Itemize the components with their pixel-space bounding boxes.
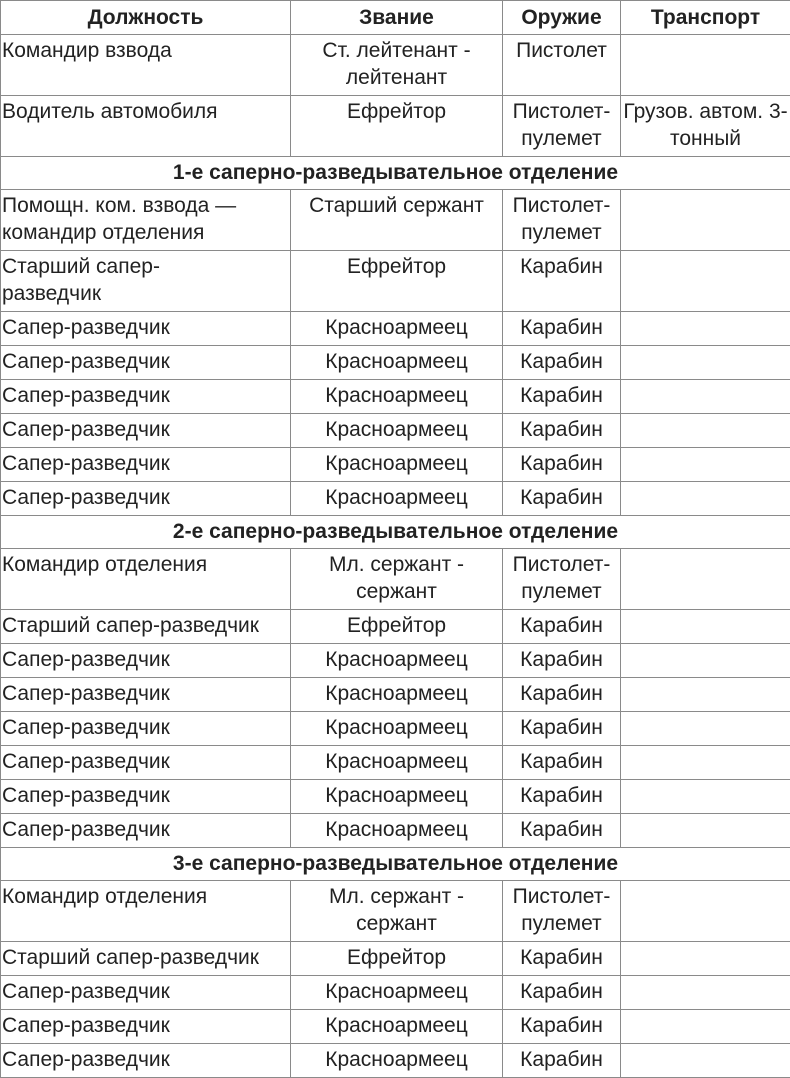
table-body bbox=[1, 35, 790, 1078]
cell-position: Старший сапер-разведчик bbox=[1, 610, 291, 644]
cell-transport bbox=[621, 251, 790, 312]
cell-position: Сапер-разведчик bbox=[1, 1010, 291, 1044]
cell-position: Сапер-разведчик bbox=[1, 482, 291, 516]
cell-transport bbox=[621, 312, 790, 346]
cell-transport bbox=[621, 549, 790, 610]
cell-position: Сапер-разведчик bbox=[1, 712, 291, 746]
cell-weapon: Карабин bbox=[503, 1044, 621, 1078]
cell-position: Сапер-разведчик bbox=[1, 414, 291, 448]
cell-transport bbox=[621, 610, 790, 644]
cell-rank: Красноармеец bbox=[291, 780, 503, 814]
cell-position: Сапер-разведчик bbox=[1, 1044, 291, 1078]
cell-rank: Ефрейтор bbox=[291, 251, 503, 312]
table-row bbox=[1, 312, 790, 346]
cell-rank: Красноармеец bbox=[291, 482, 503, 516]
cell-transport bbox=[621, 448, 790, 482]
cell-rank: Красноармеец bbox=[291, 678, 503, 712]
cell-transport bbox=[621, 976, 790, 1010]
cell-weapon: Карабин bbox=[503, 610, 621, 644]
cell-rank: Красноармеец bbox=[291, 746, 503, 780]
cell-weapon: Пистолет-пулемет bbox=[503, 881, 621, 942]
header-weapon: Оружие bbox=[503, 1, 621, 35]
table-row bbox=[1, 251, 790, 312]
table-row bbox=[1, 976, 790, 1010]
cell-position: Сапер-разведчик bbox=[1, 780, 291, 814]
cell-rank bbox=[291, 549, 503, 610]
table-row bbox=[1, 482, 790, 516]
cell-weapon: Карабин bbox=[503, 678, 621, 712]
cell-weapon: Пистолет-пулемет bbox=[503, 549, 621, 610]
cell-rank: Красноармеец bbox=[291, 380, 503, 414]
cell-position: Старший сапер-разведчик bbox=[1, 942, 291, 976]
cell-transport bbox=[621, 814, 790, 848]
cell-transport bbox=[621, 1010, 790, 1044]
table-row bbox=[1, 380, 790, 414]
cell-weapon: Карабин bbox=[503, 746, 621, 780]
cell-rank: Ефрейтор bbox=[291, 96, 503, 157]
cell-position: Водитель автомобиля bbox=[1, 96, 291, 157]
cell-transport bbox=[621, 380, 790, 414]
section-header-row bbox=[1, 516, 790, 549]
cell-position: Сапер-разведчик bbox=[1, 644, 291, 678]
cell-position: Сапер-разведчик bbox=[1, 346, 291, 380]
cell-rank: Красноармеец bbox=[291, 414, 503, 448]
cell-position: Сапер-разведчик bbox=[1, 678, 291, 712]
cell-rank: Красноармеец bbox=[291, 976, 503, 1010]
cell-text: Мл. сержант - сержант bbox=[317, 883, 477, 937]
cell-position: Командир отделения bbox=[1, 549, 291, 610]
table-row bbox=[1, 96, 790, 157]
cell-rank: Ефрейтор bbox=[291, 610, 503, 644]
cell-rank: Ефрейтор bbox=[291, 942, 503, 976]
cell-transport bbox=[621, 35, 790, 96]
cell-weapon: Карабин bbox=[503, 251, 621, 312]
cell-transport: Грузов. автом. 3-тонный bbox=[621, 96, 790, 157]
cell-weapon: Карабин bbox=[503, 448, 621, 482]
table-row bbox=[1, 190, 790, 251]
cell-position: Сапер-разведчик bbox=[1, 814, 291, 848]
header-rank: Звание bbox=[291, 1, 503, 35]
table-row bbox=[1, 881, 790, 942]
cell-rank: Ст. лейтенант - лейтенант bbox=[291, 35, 503, 96]
cell-rank: Красноармеец bbox=[291, 712, 503, 746]
table-row bbox=[1, 644, 790, 678]
cell-rank: Красноармеец bbox=[291, 312, 503, 346]
cell-transport bbox=[621, 644, 790, 678]
cell-weapon: Карабин bbox=[503, 312, 621, 346]
cell-weapon: Карабин bbox=[503, 482, 621, 516]
table-row bbox=[1, 814, 790, 848]
header-row bbox=[1, 1, 790, 35]
cell-position: Сапер-разведчик bbox=[1, 746, 291, 780]
cell-position: Сапер-разведчик bbox=[1, 312, 291, 346]
table-row bbox=[1, 610, 790, 644]
cell-transport bbox=[621, 482, 790, 516]
cell-transport bbox=[621, 190, 790, 251]
header-transport: Транспорт bbox=[621, 1, 790, 35]
cell-position: Сапер-разведчик bbox=[1, 380, 291, 414]
cell-weapon: Карабин bbox=[503, 414, 621, 448]
cell-rank: Красноармеец bbox=[291, 1010, 503, 1044]
table-row bbox=[1, 942, 790, 976]
table-row bbox=[1, 678, 790, 712]
cell-weapon: Карабин bbox=[503, 814, 621, 848]
cell-weapon: Карабин bbox=[503, 976, 621, 1010]
table-row bbox=[1, 1044, 790, 1078]
cell-position: Командир взвода bbox=[1, 35, 291, 96]
cell-weapon: Пистолет-пулемет bbox=[503, 96, 621, 157]
cell-rank bbox=[291, 881, 503, 942]
cell-weapon: Пистолет bbox=[503, 35, 621, 96]
cell-rank: Красноармеец bbox=[291, 644, 503, 678]
cell-transport bbox=[621, 1044, 790, 1078]
cell-weapon: Карабин bbox=[503, 380, 621, 414]
cell-transport bbox=[621, 678, 790, 712]
cell-weapon: Карабин bbox=[503, 346, 621, 380]
cell-transport bbox=[621, 414, 790, 448]
cell-weapon: Пистолет-пулемет bbox=[503, 190, 621, 251]
cell-position: Командир отделения bbox=[1, 881, 291, 942]
table-row bbox=[1, 35, 790, 96]
table-row bbox=[1, 712, 790, 746]
cell-transport bbox=[621, 780, 790, 814]
cell-weapon: Карабин bbox=[503, 780, 621, 814]
cell-rank: Старший сержант bbox=[291, 190, 503, 251]
cell-position: Помощн. ком. взвода — командир отделения bbox=[1, 190, 291, 251]
table-row bbox=[1, 448, 790, 482]
table-row bbox=[1, 780, 790, 814]
cell-position bbox=[1, 251, 291, 312]
section-title: 3-е саперно-разведывательное отделение bbox=[1, 848, 790, 881]
header-position: Должность bbox=[1, 1, 291, 35]
cell-rank: Красноармеец bbox=[291, 1044, 503, 1078]
section-header-row bbox=[1, 157, 790, 190]
cell-weapon: Карабин bbox=[503, 1010, 621, 1044]
section-title: 2-е саперно-разведывательное отделение bbox=[1, 516, 790, 549]
cell-rank: Красноармеец bbox=[291, 448, 503, 482]
cell-transport bbox=[621, 746, 790, 780]
cell-rank: Красноармеец bbox=[291, 346, 503, 380]
section-header-row bbox=[1, 848, 790, 881]
cell-weapon: Карабин bbox=[503, 942, 621, 976]
table-row bbox=[1, 414, 790, 448]
cell-weapon: Карабин bbox=[503, 712, 621, 746]
cell-position: Сапер-разведчик bbox=[1, 448, 291, 482]
cell-text: Старший сапер-разведчик bbox=[2, 253, 172, 307]
cell-transport bbox=[621, 881, 790, 942]
cell-weapon: Карабин bbox=[503, 644, 621, 678]
cell-transport bbox=[621, 942, 790, 976]
section-title: 1-е саперно-разведывательное отделение bbox=[1, 157, 790, 190]
cell-text: Мл. сержант - сержант bbox=[317, 551, 477, 605]
table-row bbox=[1, 1010, 790, 1044]
cell-position: Сапер-разведчик bbox=[1, 976, 291, 1010]
table-row bbox=[1, 346, 790, 380]
table-row bbox=[1, 549, 790, 610]
table-row bbox=[1, 746, 790, 780]
cell-transport bbox=[621, 346, 790, 380]
cell-rank: Красноармеец bbox=[291, 814, 503, 848]
cell-transport bbox=[621, 712, 790, 746]
